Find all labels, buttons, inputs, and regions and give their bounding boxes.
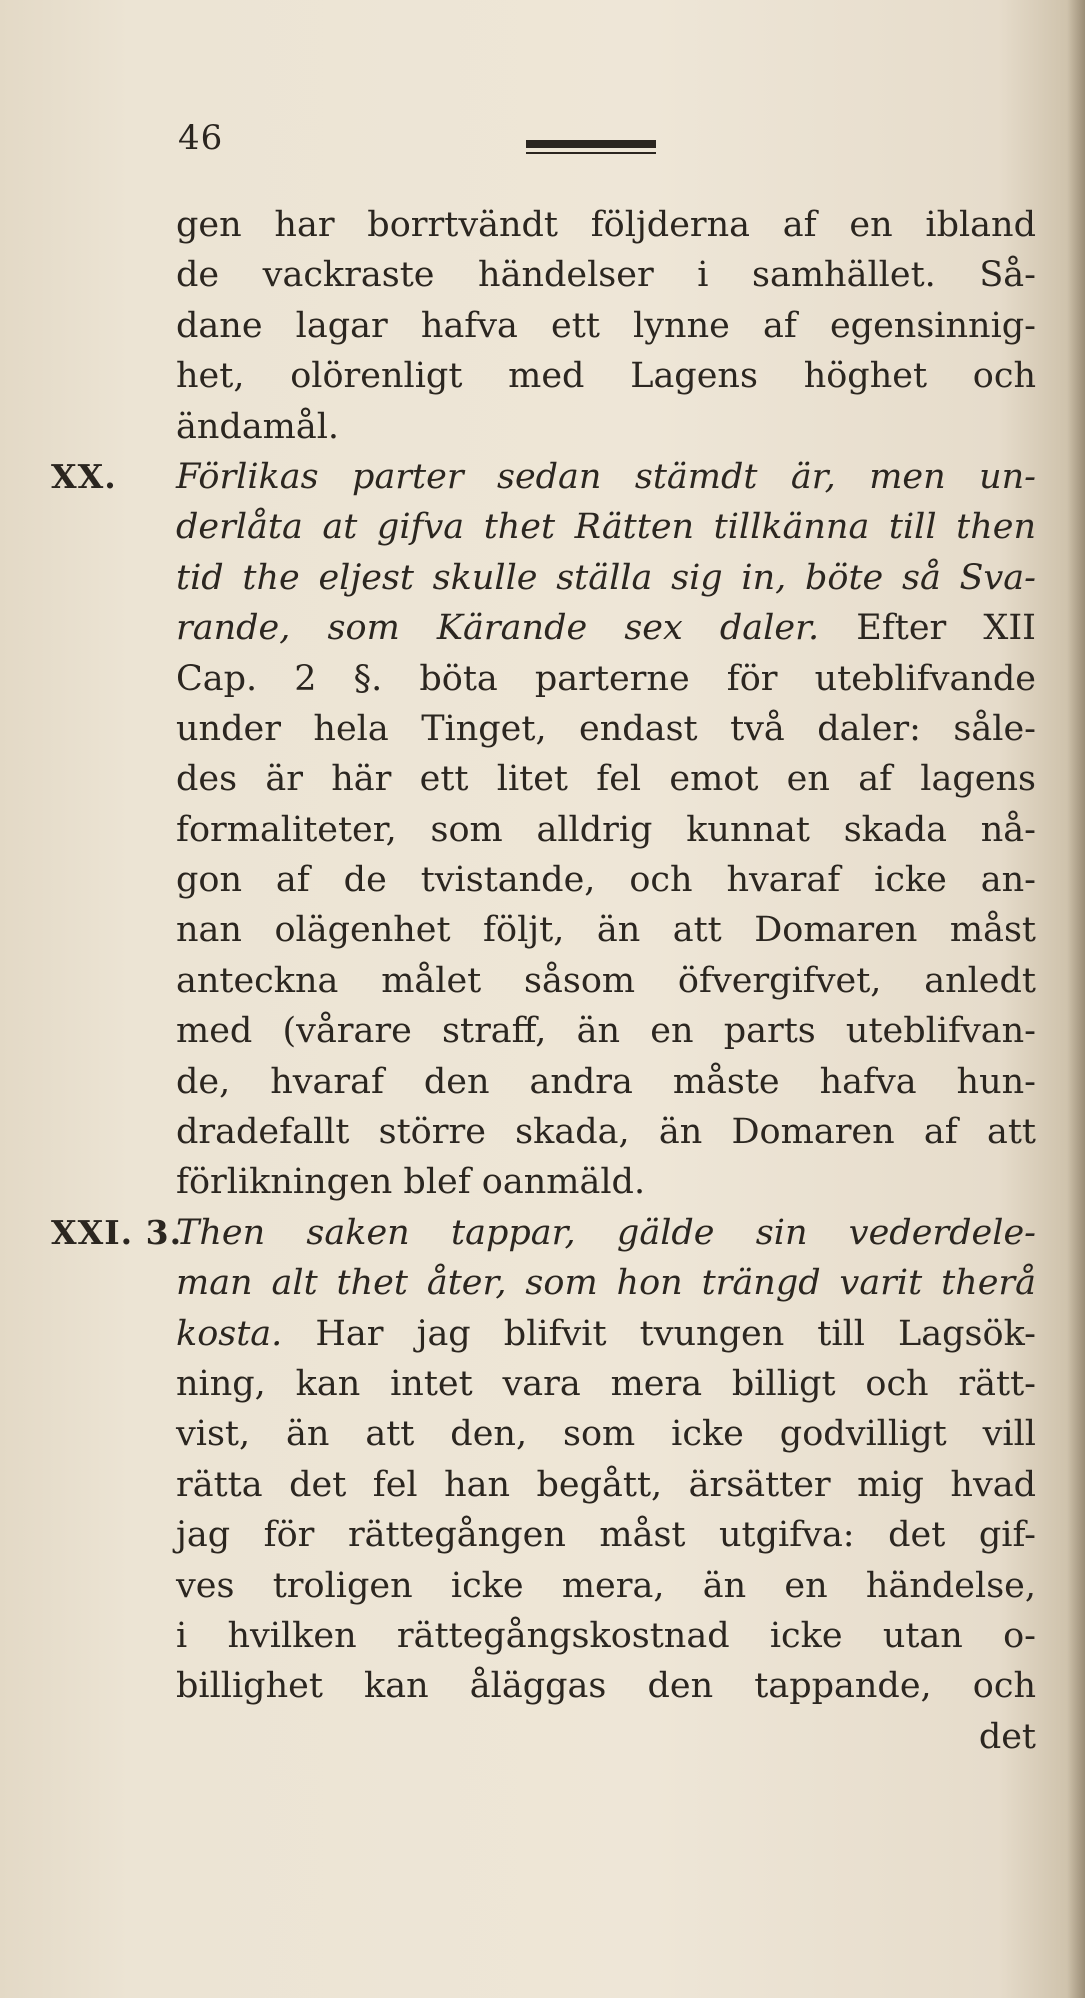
roman-text: gon af de tvistande, och hvaraf icke an- bbox=[176, 860, 1036, 901]
roman-text: Efter XII bbox=[819, 608, 1036, 649]
header-rule-thin bbox=[526, 152, 656, 154]
text-line bbox=[176, 1510, 1036, 1560]
roman-text: förlikningen blef oanmäld. bbox=[176, 1162, 646, 1203]
roman-text: dane lagar hafva ett lynne af egensinnig- bbox=[176, 305, 1036, 346]
text-line bbox=[176, 1309, 1036, 1359]
italic-text: rande, som Kärande sex daler. bbox=[176, 608, 820, 649]
page-header bbox=[178, 118, 1038, 178]
text-line bbox=[176, 1561, 1036, 1611]
text-line bbox=[176, 1359, 1036, 1409]
text-line bbox=[176, 402, 1036, 452]
text-line bbox=[51, 452, 1036, 502]
italic-text: man alt thet åter, som hon trängd varit therå bbox=[176, 1263, 1036, 1304]
roman-text: de, hvaraf den andra måste hafva hun- bbox=[176, 1061, 1036, 1102]
text-line bbox=[176, 805, 1036, 855]
text-line bbox=[176, 200, 1036, 250]
roman-text: dradefallt större skada, än Domaren af att bbox=[176, 1112, 1036, 1153]
roman-text: ning, kan intet vara mera billigt och rätt- bbox=[176, 1363, 1036, 1404]
text-line bbox=[176, 956, 1036, 1006]
text-line bbox=[51, 1208, 1036, 1258]
roman-text: des är här ett litet fel emot en af lagens bbox=[176, 759, 1036, 800]
italic-text: kosta. bbox=[176, 1313, 283, 1354]
text-line bbox=[176, 704, 1036, 754]
text-line bbox=[176, 1258, 1036, 1308]
section-marker: XX. bbox=[51, 456, 117, 496]
italic-text: derlåta at gifva thet Rätten tillkänna till then bbox=[176, 507, 1036, 548]
roman-text: het, olörenligt med Lagens höghet och bbox=[176, 356, 1036, 397]
roman-text: formaliteter, som alldrig kunnat skada nå- bbox=[176, 809, 1036, 850]
text-line bbox=[176, 1157, 1036, 1207]
roman-text: de vackraste händelser i samhället. Så- bbox=[176, 255, 1036, 296]
text-line bbox=[176, 1107, 1036, 1157]
catchword bbox=[176, 1712, 1036, 1762]
italic-text: Förlikas parter sedan stämdt är, men un- bbox=[176, 456, 1036, 497]
roman-text: nan olägenhet följt, än att Domaren måst bbox=[176, 910, 1036, 951]
text-line bbox=[176, 502, 1036, 552]
text-line bbox=[176, 1409, 1036, 1459]
text-line bbox=[176, 553, 1036, 603]
roman-text: Cap. 2 §. böta parterne för uteblifvande bbox=[176, 658, 1036, 699]
roman-text: det bbox=[978, 1716, 1036, 1757]
text-line bbox=[176, 603, 1036, 653]
page-number: 46 bbox=[178, 118, 224, 158]
text-line bbox=[176, 855, 1036, 905]
text-line bbox=[176, 754, 1036, 804]
roman-text: anteckna målet såsom öfvergifvet, anledt bbox=[176, 960, 1036, 1001]
text-line bbox=[176, 351, 1036, 401]
text-line bbox=[176, 654, 1036, 704]
roman-text: ändamål. bbox=[176, 406, 340, 447]
roman-text: rätta det fel han begått, ärsätter mig hvad bbox=[176, 1464, 1036, 1505]
roman-text: vist, än att den, som icke godvilligt vill bbox=[176, 1414, 1036, 1455]
text-line bbox=[176, 905, 1036, 955]
italic-text: Then saken tappar, gälde sin vederdele- bbox=[176, 1212, 1036, 1253]
italic-text: tid the eljest skulle ställa sig in, böte så Svа- bbox=[176, 557, 1036, 598]
page-edge-shadow bbox=[1067, 0, 1085, 1998]
text-line bbox=[176, 1460, 1036, 1510]
text-line bbox=[176, 1661, 1036, 1711]
header-rule-thick bbox=[526, 140, 656, 148]
text-line bbox=[176, 1006, 1036, 1056]
section-marker: XXI. 3. bbox=[51, 1212, 183, 1252]
roman-text: under hela Tinget, endast två daler: såle- bbox=[176, 708, 1036, 749]
text-line bbox=[176, 301, 1036, 351]
roman-text: i hvilken rättegångskostnad icke utan o- bbox=[176, 1615, 1036, 1656]
body-text bbox=[51, 200, 1036, 1762]
roman-text: med (vårare straff, än en parts uteblifvan- bbox=[176, 1011, 1036, 1052]
roman-text: jag för rättegången måst utgifva: det gif- bbox=[176, 1515, 1036, 1556]
text-line bbox=[176, 1057, 1036, 1107]
roman-text: gen har borrtvändt följderna af en ibland bbox=[176, 205, 1036, 245]
text-line bbox=[176, 1611, 1036, 1661]
roman-text: ves troligen icke mera, än en händelse, bbox=[176, 1565, 1036, 1606]
roman-text: billighet kan åläggas den tappande, och bbox=[176, 1666, 1036, 1707]
text-line bbox=[176, 250, 1036, 300]
roman-text: Har jag blifvit tvungen till Lagsök- bbox=[282, 1313, 1036, 1354]
